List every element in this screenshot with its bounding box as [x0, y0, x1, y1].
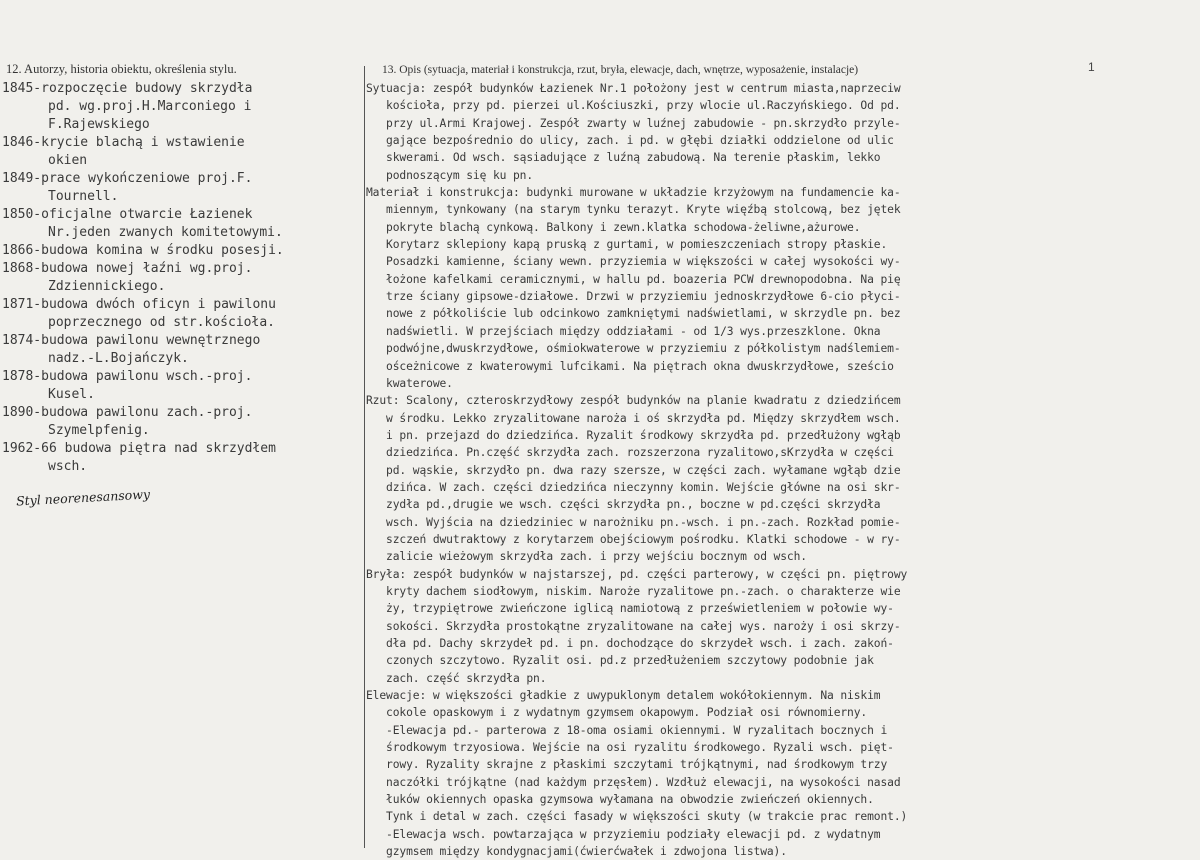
description-line: łożone kafelkami ceramicznymi, w hallu pd. boazeria PCW drewnopodobna. Na pię [366, 272, 901, 286]
history-list [2, 80, 364, 476]
history-entry-continuation: Nr.jeden zwanych komitetowymi. [48, 225, 283, 240]
description-line: łuków okiennych opaska gzymsowa wyłamana na obwodzie zwieńczeń okiennych. [366, 793, 874, 807]
description-line: miennym, tynkowany (na starym tynku terazyt. Kryte więźbą stolcową, bez jętek [366, 203, 901, 217]
description-line: Tynk i detal w zach. części fasady w większości skuty (w trakcie prac remont.) [366, 810, 908, 824]
history-entry-continuation: pd. wg.proj.H.Marconiego i [48, 99, 252, 114]
description-line: zalicie wieżowym skrzydła zach. i przy wejściu bocznym od wsch. [366, 550, 807, 564]
history-entry [2, 368, 364, 404]
description-line: gające bezpośrednio do ulicy, zach. i pd. w głębi działki oddzielone od ulic [366, 134, 894, 148]
description-line: przy ul.Armi Krajowej. Zespół zwarty w luźnej zabudowie - pn.skrzydło przyle- [366, 116, 901, 130]
history-entry-continuation: Tournell. [48, 189, 119, 204]
description-line: dła pd. Dachy skrzydeł pd. i pn. dochodzące do skrzydeł wsch. i zach. zakoń- [366, 637, 894, 650]
description-line: Materiał i konstrukcja: budynki murowane w układzie krzyżowym na fundamencie ka- [366, 186, 901, 200]
description-line: -Elewacja pd.- parterowa z 18-oma osiami okiennymi. W ryzalitach bocznych i [366, 723, 888, 737]
description-line: dzińca. W zach. części dziedzińca nieczynny komin. Wejście główne na osi skr- [366, 480, 901, 494]
description-line: podnoszącym się ku pn. [366, 168, 534, 182]
history-entry-text: 1845-rozpoczęcie budowy skrzydła [2, 81, 253, 96]
history-entry-text: 1871-budowa dwóch oficyn i pawilonu [2, 297, 276, 312]
history-entry-text: 1849-prace wykończeniowe proj.F. [2, 171, 253, 186]
history-entry-continuation: poprzecznego od str.kościoła. [48, 315, 275, 330]
history-entry [2, 206, 364, 242]
description-line: skwerami. Od wsch. sąsiadujące z luźną zabudową. Na terenie płaskim, lekko [366, 151, 881, 165]
description-line: wsch. Wyjścia na dziedziniec w narożniku pn.-wsch. i pn.-zach. Rozkład pomie- [366, 515, 901, 529]
description-line: ży, trzypiętrowe zwieńczone iglicą namiotową z prześwietleniem w połowie wy- [366, 602, 894, 616]
history-entry-text: 1868-budowa nowej łaźni wg.proj. [2, 261, 253, 276]
description-section-header: 13. Opis (sytuacja, materiał i konstrukcja, rzut, bryła, elewacje, dach, wnętrze, wyposażenie, instalacje) [382, 64, 859, 76]
history-section-header: 12. Autorzy, historia obiektu, określenia stylu. [6, 62, 237, 76]
description-line: ośceżnicowe z kwaterowymi lufcikami. Na piętrach okna dwuskrzydłowe, sześcio [366, 359, 894, 373]
description-line: Elewacje: w większości gładkie z uwypuklonym detalem wokółokiennym. Na niskim [366, 689, 881, 703]
history-entry-continuation: nadz.-L.Bojańczyk. [48, 351, 189, 366]
description-line: Rzut: Scalony, czteroskrzydłowy zespół budynków na planie kwadratu z dziedzińcem [366, 394, 901, 408]
description-line: sokości. Skrzydła prostokątne zryzalitowane na całej wys. naroży i osi skrzy- [366, 619, 901, 633]
history-entry [2, 134, 364, 170]
history-entry-continuation: okien [48, 153, 88, 168]
description-line: i pn. przejazd do dziedzińca. Ryzalit środkowy skrzydła pd. przedłużony wgłąb [366, 428, 901, 442]
history-entry-continuation: Szymelpfenig. [48, 423, 150, 438]
description-line: nadświetli. W przejściach między oddziałami - od 1/3 wys.przeszklone. Okna [366, 324, 881, 338]
description-line: zach. część skrzydła pn. [366, 671, 547, 685]
description-line: nowe z półkoliście lub odcinkowo zamkniętymi nadświetlami, w skrzydle pn. bez [366, 307, 901, 321]
description-line: podwójne,dwuskrzydłowe, ośmiokwaterowe w przyziemiu z półkolistym nadślemiem- [366, 342, 901, 356]
description-line: -Elewacja wsch. powtarzająca w przyziemiu podziały elewacji pd. z wydatnym [366, 827, 881, 841]
description-line: czonych szczytowo. Ryzalit osi. pd.z przedłużeniem szczytowy podobnie jak [366, 654, 874, 668]
description-line: kryty dachem siodłowym, niskim. Naroże ryzalitowe pn.-zach. o charakterze wie [366, 584, 901, 598]
description-line: trze ściany gipsowe-działowe. Drzwi w przyziemiu jednoskrzydłowe 6-cio płyci- [366, 290, 901, 304]
history-entry [2, 260, 364, 296]
description-line: pokryte blachą cynkową. Balkony i zewn.klatka schodowa-żeliwne,ażurowe. [366, 220, 861, 234]
column-divider [364, 66, 365, 848]
history-entry [2, 242, 364, 260]
page-mark: 1 [1088, 60, 1095, 74]
style-note: Styl neorenesansowy [15, 486, 151, 509]
history-entry-continuation: Zdziennickiego. [48, 279, 166, 294]
description-line: Sytuacja: zespół budynków Łazienek Nr.1 położony jest w centrum miasta,naprzeciw [366, 82, 901, 95]
history-entry [2, 296, 364, 332]
history-entry-text: 1890-budowa pawilonu zach.-proj. [2, 405, 253, 420]
history-entry-continuation: wsch. [48, 459, 88, 474]
history-entry [2, 80, 364, 134]
description-line: dziedzińca. Pn.część skrzydła zach. rozszerzona ryzalitowo,sKrzydła w części [366, 446, 894, 460]
history-entry-text: 1962-66 budowa piętra nad skrzydłem [2, 441, 276, 456]
description-line: rowy. Ryzality skrajne z płaskimi szczytami trójkątnymi, nad środkowym trzy [366, 758, 888, 772]
description-line: Bryła: zespół budynków w najstarszej, pd. części parterowy, w części pn. piętrowy [366, 567, 908, 581]
history-entry-text: 1850-oficjalne otwarcie Łazienek [2, 207, 253, 222]
history-entry-continuation: F.Rajewskiego [48, 117, 150, 132]
description-line: w środku. Lekko zryzalitowane naroża i oś skrzydła pd. Między skrzydłem wsch. [366, 411, 901, 425]
history-entry-text: 1866-budowa komina w środku posesji. [2, 243, 284, 258]
description-line: zydła pd.,drugie we wsch. części skrzydła pn., boczne w pd.części skrzydła [366, 498, 881, 512]
history-entry-text: 1874-budowa pawilonu wewnętrznego [2, 333, 261, 348]
description-line: cokole opaskowym i z wydatnym gzymsem okapowym. Podział osi równomierny. [366, 706, 868, 720]
description-line: gzymsem między kondygnacjami(ćwierćwałek i zdwojona listwa). [366, 845, 787, 859]
description-line: kościoła, przy pd. pierzei ul.Kościuszki, przy wlocie ul.Raczyńskiego. Od pd. [366, 99, 901, 113]
description-line: pd. wąskie, skrzydło pn. dwa razy szersze, w części zach. wyłamane wgłąb dzie [366, 463, 901, 477]
history-entry-continuation: Kusel. [48, 387, 95, 402]
description-line: naczółki trójkątne (nad każdym przęsłem). Wzdłuż elewacji, na wysokości nasad [366, 775, 901, 789]
history-entry [2, 404, 364, 440]
description-text [366, 80, 1196, 860]
description-line: Posadzki kamienne, ściany wewn. przyziemia w większości w całej wysokości wy- [366, 255, 901, 269]
history-entry [2, 332, 364, 368]
description-line: kwaterowe. [366, 376, 453, 390]
history-entry-text: 1846-krycie blachą i wstawienie [2, 135, 245, 150]
description-line: Korytarz sklepiony kapą pruską z gurtami, w pomieszczeniach stropy płaskie. [366, 238, 888, 252]
history-entry [2, 440, 364, 476]
description-line: szczeń dwutraktowy z korytarzem obejściowym pośrodku. Klatki schodowe - w ry- [366, 532, 901, 546]
description-line: środkowym trzyosiowa. Wejście na osi ryzalitu środkowego. Ryzali wsch. pięt- [366, 741, 894, 755]
history-entry-text: 1878-budowa pawilonu wsch.-proj. [2, 369, 253, 384]
history-entry [2, 170, 364, 206]
